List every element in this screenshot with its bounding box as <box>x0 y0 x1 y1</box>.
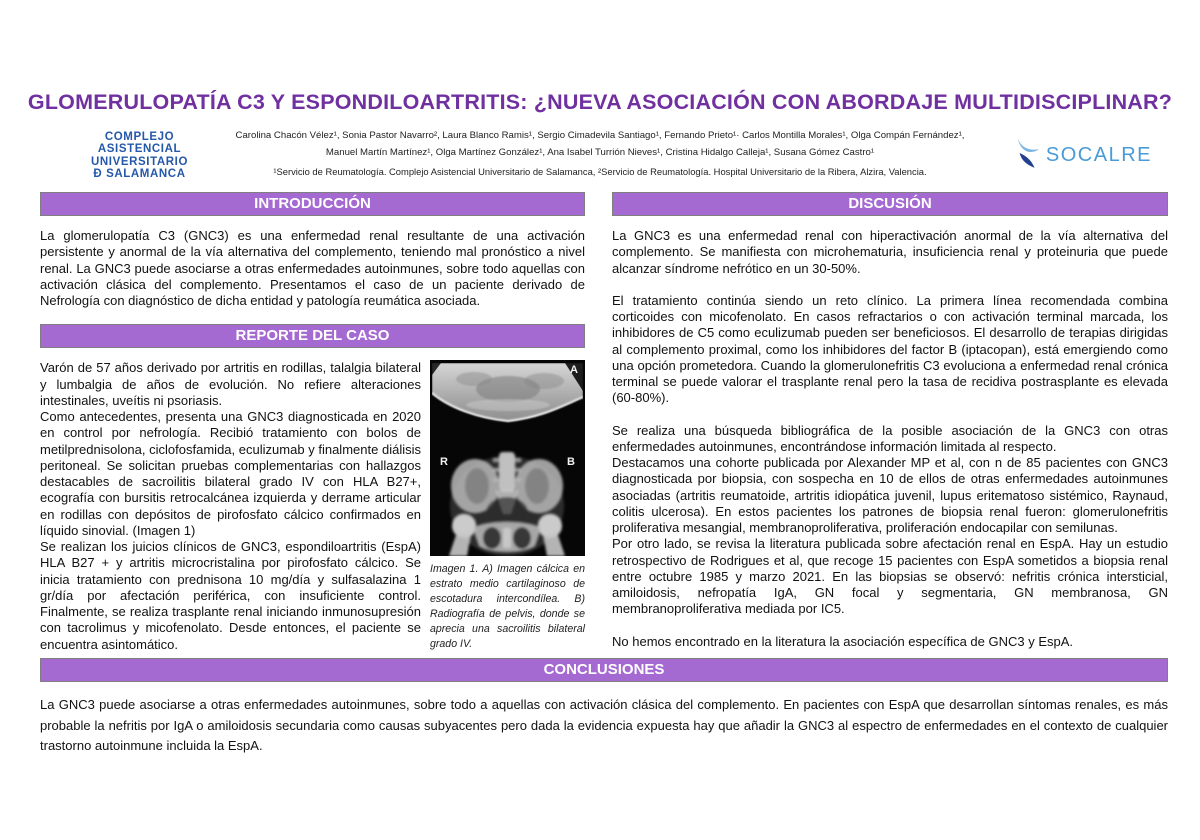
figure-caption: Imagen 1. A) Imagen cálcica en estrato medio cartilaginoso de escotadura intercondílea. B) Radiografía de pelvis, donde se aprecia una sacroilitis bilateral grado IV. <box>430 563 585 651</box>
socalre-logo-text: SOCALRE <box>1045 144 1152 166</box>
figure-panel <box>430 360 585 556</box>
pelvis-xray-image <box>447 450 568 556</box>
introduccion-paragraph: La glomerulopatía C3 (GNC3) es una enfermedad renal resultante de una activación persistente y anormal de la vía alternativa del complemento, teniendo mal pronóstico a nivel renal. La GNC3 puede asociarse a otras enfermedades autoinmunes, sobre todo aquellas con activación clásica del complemento. Presentamos el caso de un paciente derivado de Nefrología con diagnóstico de dicha entidad y patología reumática asociada. <box>40 228 585 308</box>
ultrasound-image <box>432 363 583 427</box>
conclusiones-body: La GNC3 puede asociarse a otras enfermedades autoinmunes, sobre todo a aquellas con activación clásica del complemento. En pacientes con EspA que desarrollan síntomas renales, es más probable la nefritis por IgA o amiloidosis secundaria como causas subyacentes pero dada la evidencia expuesta hay que añadir la GNC3 al espectro de enfermedades en el contexto de cualquier trastorno autoinmune incluida la EspA. <box>40 697 1168 754</box>
authors-block <box>180 128 1020 162</box>
section-header-introduccion: INTRODUCCIÓN <box>40 192 585 216</box>
figure-imagen-1 <box>430 360 585 652</box>
discusion-paragraph-5: Por otro lado, se revisa la literatura publicada sobre afectación renal en EspA. Hay un estudio retrospectivo de Rodrigues et al, que recoge 15 pacientes con EspA sometidos a biopsia renal entre octubre 1985 y marzo 2021. En las biopsias se observó: nefritis crónica intersticial, amiloidosis, nefropatía IgA, GN focal y segmentaria, GN membranosa, GN membranoproliferativa mediada por IC5. <box>612 536 1168 617</box>
logo-line: UNIVERSITARIO <box>90 155 189 168</box>
affiliations: ¹Servicio de Reumatología. Complejo Asistencial Universitario de Salamanca, ²Servicio de Reumatología. Hospital Universitario de la Ribera, Alzira, Valencia. <box>273 166 927 177</box>
logo-line: ASISTENCIAL <box>97 143 182 156</box>
socalre-logo <box>1014 136 1152 175</box>
logo-line: COMPLEJO <box>104 131 175 143</box>
section-header-discusion: DISCUSIÓN <box>612 192 1168 216</box>
spacer <box>612 618 1168 634</box>
conclusions-section <box>40 658 1168 757</box>
authors-line-2: Manuel Martín Martínez¹, Olga Martínez González¹, Ana Isabel Turrión Nieves¹, Cristina Hidalgo Calleja¹, Susana Gómez Castro¹ <box>325 146 875 158</box>
discusion-paragraph-2: El tratamiento continúa siendo un reto clínico. La primera línea recomendada combina corticoides con micofenolato. En casos refractarios o con activación terminal marcada, los inhibidores de C5 como eculizumab pueden ser beneficiosos. El desarrollo de terapias dirigidas al complemento proximal, como los inhibidores del factor B (iptacopan), está emergiendo como una opción prometedora. Cuando la glomerulonefritis C3 evoluciona a enfermedad renal crónica terminal se puede valorar el trasplante renal pero la tasa de recidiva postrasplante es elevada (60-80%). <box>612 292 1168 406</box>
spacer <box>612 407 1168 423</box>
right-column <box>612 192 1168 650</box>
section-header-conclusiones: CONCLUSIONES <box>40 658 1168 682</box>
reporte-paragraph-2: Como antecedentes, presenta una GNC3 diagnosticada en 2020 en control por nefrología. Recibió tratamiento con bolos de metilprednisolona, ciclofosfamida, eculizumab y finalmente diálisis peritoneal. Se solicitan pruebas complementarias con hallazgos destacables de sacroilitis bilateral grado IV con HLA B27+, ecografía con bursitis retrocalcánea izquierda y derrame articular en rodillas con depósitos de pirofosfato cálcico confirmados en líquido sinovial. (Imagen 1) <box>40 409 421 538</box>
reporte-paragraph-1: Varón de 57 años derivado por artritis en rodillas, talalgia bilateral y lumbalgia de años de evolución. No refiere alteraciones intestinales, uveítis ni psoriasis. <box>40 360 421 408</box>
logo-line: Ð SALAMANCA <box>93 168 186 181</box>
reporte-paragraph-3: Se realizan los juicios clínicos de GNC3, espondiloartritis (EspA) HLA B27 + y artritis microcristalina por pirofosfato cálcico. Se inicia tratamiento con prednisona 10 mg/día y sulfasalazina 1 gr/día por afectación periférica, con insuficiente control. Finalmente, se realiza trasplante renal iniciando inmunosupresión con tacrolimus y micofenolato. Desde entonces, el paciente se encuentra asintomático. <box>40 539 421 652</box>
figure-label-a: A <box>570 364 578 377</box>
figure-label-r: R <box>440 456 448 469</box>
discusion-paragraph-1: La GNC3 es una enfermedad renal con hiperactivación anormal de la vía alternativa del complemento. Se manifiesta con microhematuria, insuficiencia renal y proteinuria que puede alcanzar síndrome nefrótico en un 30-50%. <box>612 228 1168 276</box>
spacer <box>612 277 1168 293</box>
discusion-paragraph-3: Se realiza una búsqueda bibliográfica de la posible asociación de la GNC3 con otras enfermedades autoinmunes, encontrándose información limitada al respecto. <box>612 422 1168 454</box>
discusion-paragraph-4: Destacamos una cohorte publicada por Alexander MP et al, con n de 85 pacientes con GNC3 diagnosticada por biopsia, con sospecha en 10 de ellos de otras enfermedades autoinmunes asociadas (artritis reumatoide, artritis idiopática juvenil, lupus eritematoso sistémico, Raynaud, colitis ulcerosa). En estos pacientes los patrones de biopsia renal fueron: glomerulonefritis proliferativa mesangial, membranoproliferativa, proliferación endocapilar con semilunas. <box>612 455 1168 535</box>
reporte-body <box>40 360 585 653</box>
left-column <box>40 192 585 654</box>
discusion-body <box>612 228 1168 650</box>
poster-title: GLOMERULOPATÍA C3 Y ESPONDILOARTRITIS: ¿NUEVA ASOCIACIÓN CON ABORDAJE MULTIDISCIPLINAR? <box>27 90 1173 114</box>
socalre-swoosh-icon <box>1014 136 1042 175</box>
section-header-reporte: REPORTE DEL CASO <box>40 324 585 348</box>
introduccion-body <box>40 228 585 309</box>
discusion-paragraph-6: No hemos encontrado en la literatura la asociación específica de GNC3 y EspA. <box>612 633 1074 649</box>
figure-label-b: B <box>567 456 575 469</box>
authors-line-1: Carolina Chacón Vélez¹, Sonia Pastor Navarro², Laura Blanco Ramis¹, Sergio Cimadevila Santiago¹, Fernando Prieto¹· Carlos Montilla Morales¹, Olga Compán Fernández¹, <box>235 130 965 141</box>
